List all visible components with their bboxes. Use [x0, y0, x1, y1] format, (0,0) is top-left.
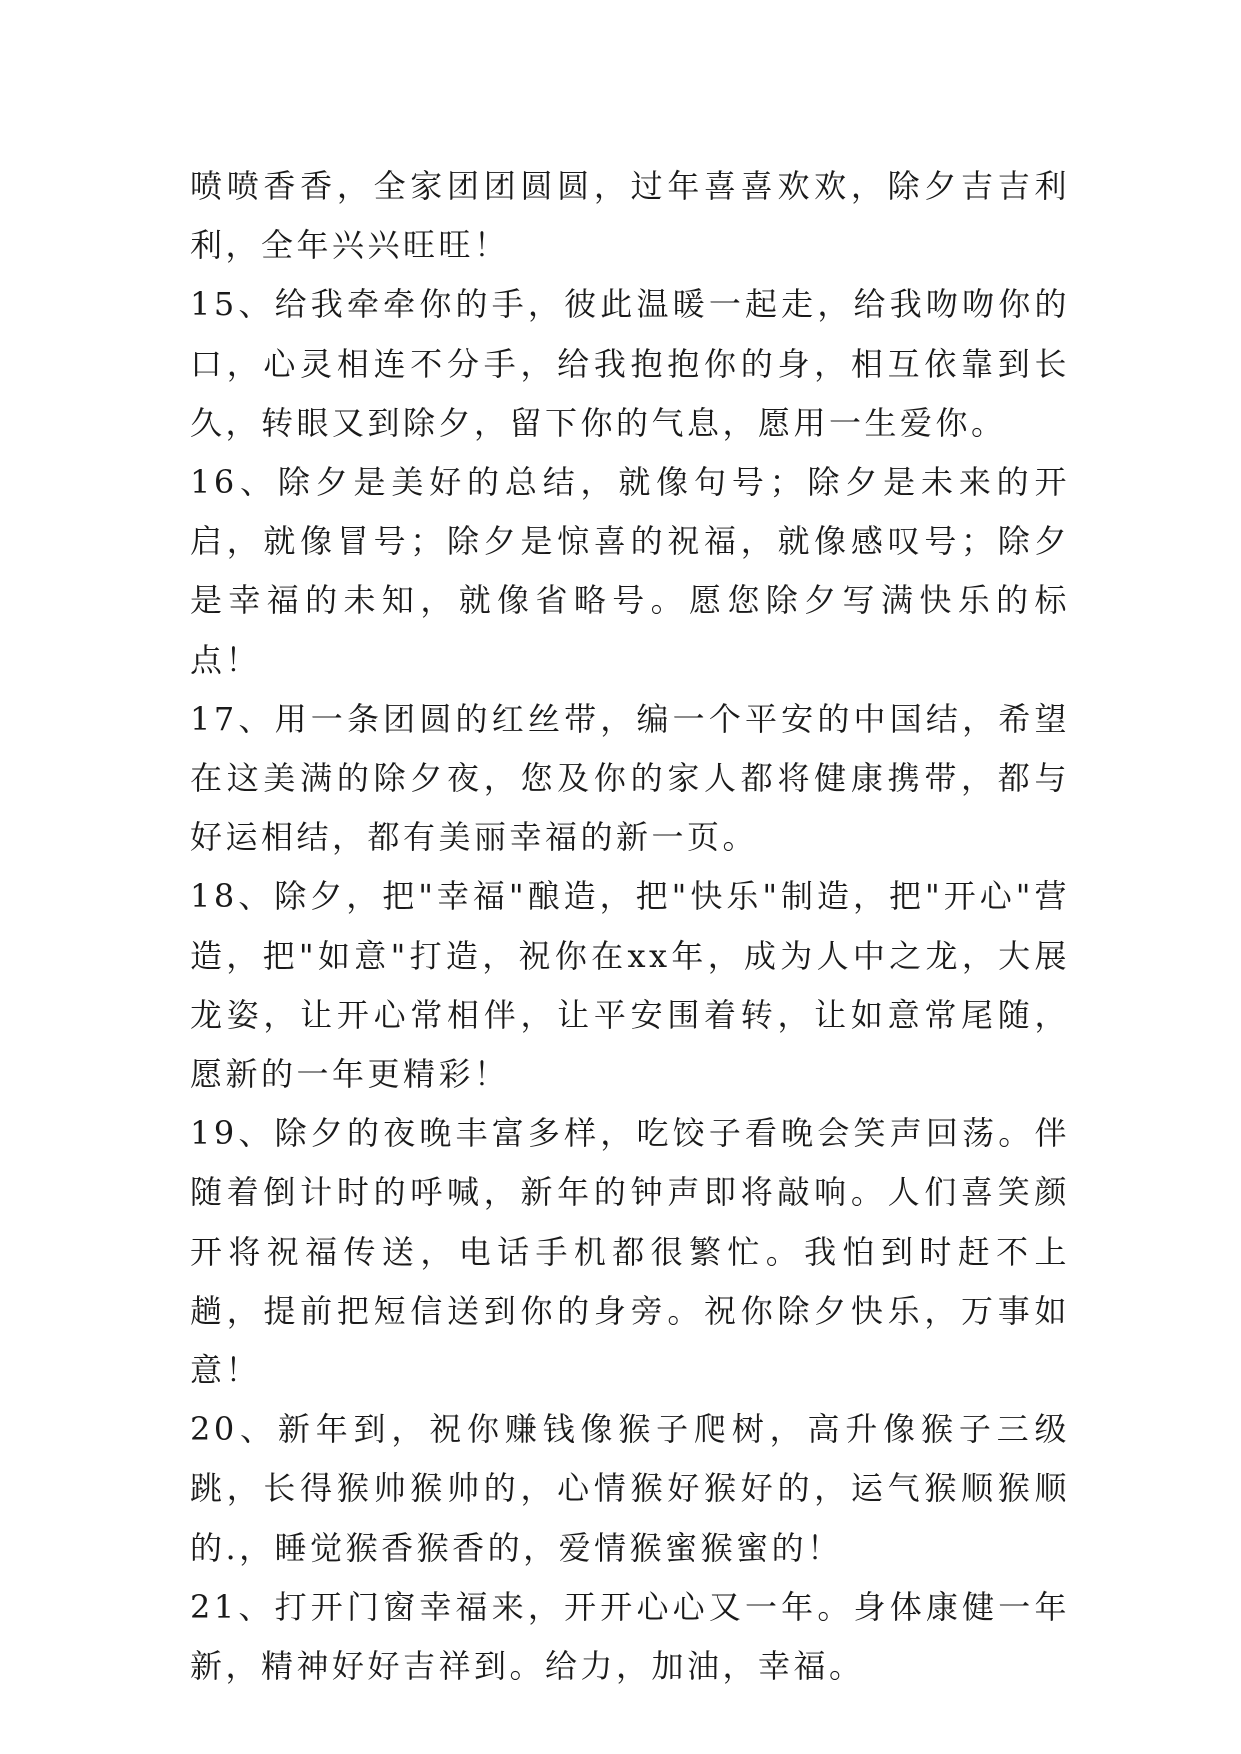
paragraph-15: 15、给我牵牵你的手，彼此温暖一起走，给我吻吻你的口，心灵相连不分手，给我抱抱你的身，相互依靠到长久，转眼又到除夕，留下你的气息，愿用一生爱你。 — [190, 285, 1070, 442]
paragraph-21: 21、打开门窗幸福来，开开心心又一年。身体康健一年新，精神好好吉祥到。给力，加油，幸福。 — [190, 1587, 1070, 1686]
paragraph-16: 16、除夕是美好的总结，就像句号；除夕是未来的开启，就像冒号；除夕是惊喜的祝福，就像感叹号；除夕是幸福的未知，就像省略号。愿您除夕写满快乐的标点！ — [190, 463, 1070, 679]
paragraph-continued: 喷喷香香，全家团团圆圆，过年喜喜欢欢，除夕吉吉利利，全年兴兴旺旺！ — [190, 167, 1070, 265]
paragraph-19: 19、除夕的夜晚丰富多样，吃饺子看晚会笑声回荡。伴随着倒计时的呼喊，新年的钟声即将敲响。人们喜笑颜开将祝福传送，电话手机都很繁忙。我怕到时赶不上趟，提前把短信送到你的身旁。祝你除夕快乐，万事如意！ — [190, 1114, 1070, 1390]
document-body — [190, 157, 1070, 1696]
paragraph-17: 17、用一条团圆的红丝带，编一个平安的中国结，希望在这美满的除夕夜，您及你的家人都将健康携带，都与好运相结，都有美丽幸福的新一页。 — [190, 699, 1070, 857]
paragraph-18: 18、除夕，把"幸福"酿造，把"快乐"制造，把"开心"营造，把"如意"打造，祝你在xx年，成为人中之龙，大展龙姿，让开心常相伴，让平安围着转，让如意常尾随，愿新的一年更精彩！ — [190, 877, 1070, 1094]
paragraph-20: 20、新年到，祝你赚钱像猴子爬树，高升像猴子三级跳，长得猴帅猴帅的，心情猴好猴好的，运气猴顺猴顺的.，睡觉猴香猴香的，爱情猴蜜猴蜜的！ — [190, 1410, 1070, 1567]
